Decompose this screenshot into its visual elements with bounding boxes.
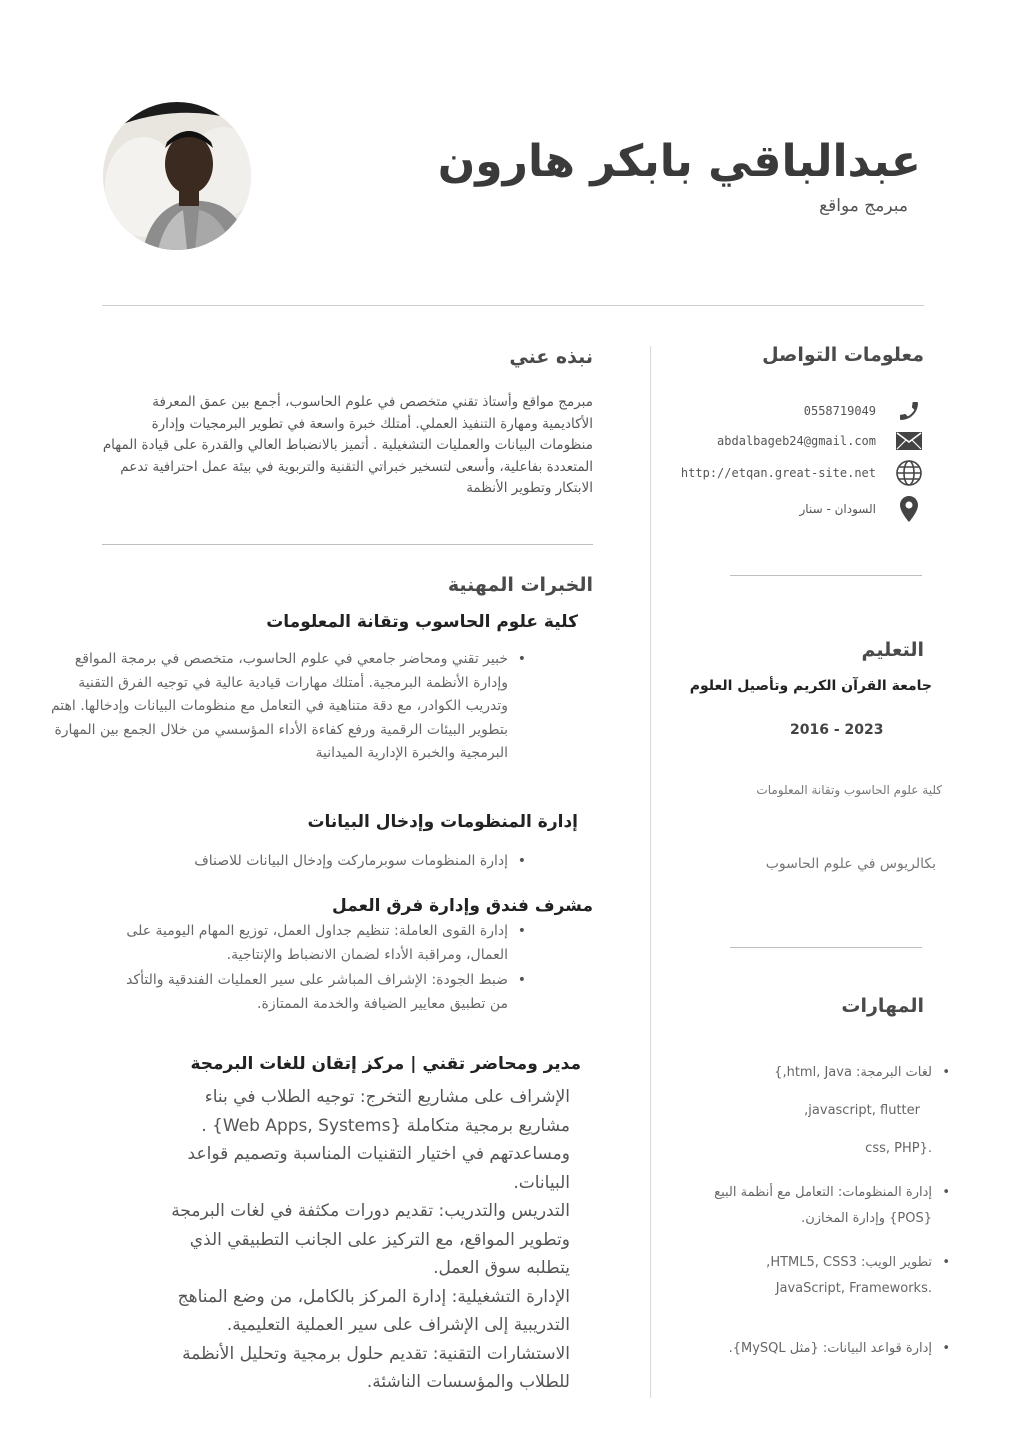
contact-phone[interactable] xyxy=(674,394,924,428)
location-pin-icon xyxy=(894,494,924,524)
website-url: http://etqan.great-site.net xyxy=(680,466,876,480)
job-bullet: • ضبط الجودة: الإشراف المباشر على سير العمليات الفندقية والتأكد من تطبيق معايير الضيافة والخدمة الممتازة. xyxy=(106,969,526,1016)
job-heading: كلية علوم الحاسوب وتقانة المعلومات xyxy=(266,612,578,632)
job-bullets xyxy=(146,850,526,874)
phone-icon xyxy=(894,396,924,426)
faculty-name: كلية علوم الحاسوب وتقانة المعلومات xyxy=(756,783,942,797)
phone-number: 0558719049 xyxy=(803,404,876,418)
degree-name: بكالريوس في علوم الحاسوب xyxy=(765,856,936,872)
skill-item: • إدارة المنظومات: التعامل مع أنظمة البيع {POS} وإدارة المخازن. xyxy=(664,1180,950,1232)
job-bullets xyxy=(106,920,526,1016)
education-years: 2016 - 2023 xyxy=(790,722,884,738)
skills-section-title: المهارات xyxy=(841,995,924,1017)
contact-location xyxy=(674,492,924,526)
column-divider xyxy=(650,346,651,1398)
contact-section-title: معلومات التواصل xyxy=(762,344,924,366)
job-bullet: • خبير تقني ومحاضر جامعي في علوم الحاسوب، متخصص في برمجة المواقع وإدارة الأنظمة البرمجية. أمتلك مهارات قيادية عالية في توجيه الفرق التقنية وتدريب الكوادر، مع دقة متناهية في التعامل مع منظومات البيانات وإدخالها. اهتم بتطوير البيئات الرقمية ورفع كفاءة الأداء المؤسسي من خلال الجمع بين المهارة البرمجية والخبرة الإدارية الميدانية xyxy=(46,648,526,766)
job-paragraph: الإدارة التشغيلية: إدارة المركز بالكامل، من وضع المناهج التدريبية إلى الإشراف على سير العملية التعليمية. xyxy=(177,1286,570,1335)
job-bullets xyxy=(46,648,526,766)
job-paragraph: الاستشارات التقنية: تقديم حلول برمجية وتحليل الأنظمة للطلاب والمؤسسات الناشئة. xyxy=(182,1343,570,1392)
person-photo-icon xyxy=(103,102,251,250)
experience-section-title: الخبرات المهنية xyxy=(447,574,593,596)
job-heading: إدارة المنظومات وإدخال البيانات xyxy=(307,812,578,832)
job-heading: مشرف فندق وإدارة فرق العمل xyxy=(332,896,593,916)
job-heading: مدير ومحاضر تقني | مركز إتقان للغات البرمجة xyxy=(190,1054,581,1074)
education-divider xyxy=(730,947,922,948)
skill-item: • إدارة قواعد البيانات: {مثل MySQL}. xyxy=(664,1336,950,1362)
about-section-title: نبذه عني xyxy=(509,346,593,368)
profile-photo xyxy=(103,102,251,250)
about-divider xyxy=(102,544,593,545)
job-paragraph: التدريس والتدريب: تقديم دورات مكثفة في لغات البرمجة وتطوير المواقع، مع التركيز على الجانب التطبيقي الذي يتطلبه سوق العمل. xyxy=(171,1201,570,1278)
about-text: مبرمج مواقع وأستاذ تقني متخصص في علوم الحاسوب، أجمع بين عمق المعرفة الأكاديمية ومهارة التنفيذ العملي. أمتلك خبرة واسعة في تطوير البرمجيات وإدارة منظومات البيانات والعمليات التشغيلية . أتميز بالانضباط العالي والقدرة على قيادة المهام المتعددة بفاعلية، وأسعى لتسخير خبراتي التقنية والتربوية في بيئة عمل احترافية تدعم الابتكار وتطوير الأنظمة xyxy=(102,394,593,496)
email-icon xyxy=(894,426,924,456)
email-address: abdalbageb24@gmail.com xyxy=(717,434,876,448)
full-name: عبدالباقي بابكر هارون xyxy=(437,136,921,187)
job-bullet: • إدارة المنظومات سوبرماركت وإدخال البيانات للاصناف xyxy=(146,850,526,874)
contact-email[interactable] xyxy=(674,424,924,458)
location-text: السودان - سنار xyxy=(799,502,876,516)
contact-divider xyxy=(730,575,922,576)
job-bullet: • إدارة القوى العاملة: تنظيم جداول العمل، توزيع المهام اليومية على العمال، ومراقبة الأداء لضمان الانضباط والإنتاجية. xyxy=(106,920,526,967)
skill-item: • تطوير الويب: HTML5, CSS3, .JavaScript, Frameworks xyxy=(664,1250,950,1302)
globe-icon xyxy=(894,458,924,488)
education-section-title: التعليم xyxy=(861,639,924,661)
header-divider xyxy=(102,305,924,306)
skill-item: • لغات البرمجة: html, Java,} javascript, flutter, .{css, PHP xyxy=(664,1060,950,1162)
job-title: مبرمج مواقع xyxy=(819,196,908,216)
job-paragraph: الإشراف على مشاريع التخرج: توجيه الطلاب في بناء مشاريع برمجية متكاملة {Web Apps, Systems} . ومساعدتهم في اختيار التقنيات المناسبة وتصميم قواعد البيانات. xyxy=(187,1087,570,1193)
skills-list xyxy=(664,1060,950,1376)
university-name: جامعة القرآن الكريم وتأصيل العلوم xyxy=(689,678,932,694)
job-description xyxy=(150,1083,570,1397)
contact-website[interactable] xyxy=(674,456,924,490)
